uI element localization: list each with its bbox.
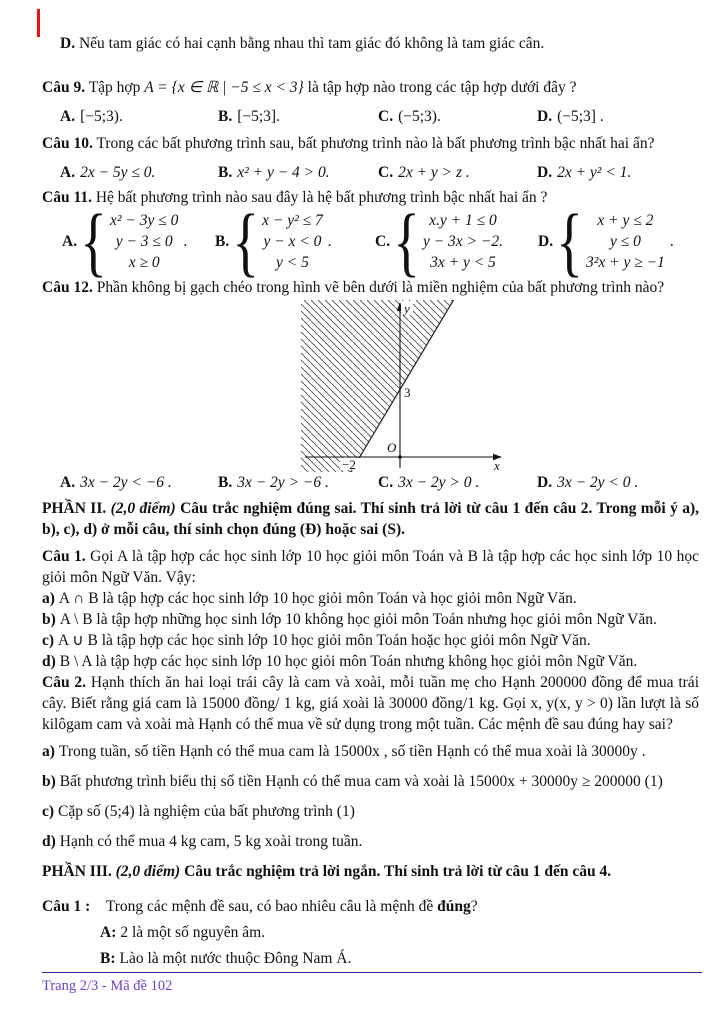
question-12-options (60, 472, 699, 493)
question-text: Tập hợp (88, 79, 145, 96)
question-text: ? (470, 898, 478, 915)
question-label: Câu 11. (42, 189, 92, 206)
inline-formula: A = {x ∈ ℝ | −5 ≤ x < 3} (144, 79, 304, 96)
part-label: PHẦN III. (42, 863, 112, 880)
option-b-system: B. { x − y² ≤ 7 y − x < 0 y < 5 . (215, 198, 332, 285)
question-text: Trong các mệnh đề sau, có bao nhiêu câu là mệnh đề (105, 898, 438, 915)
option-c: C. 3x − 2y > 0 . (378, 474, 480, 491)
question-text: Phần không bị gạch chéo trong hình vẽ bên dưới là miền nghiệm của bất phương trình nào? (96, 279, 665, 296)
origin-label: O (387, 440, 397, 455)
option-b: B. [−5;3]. (218, 108, 280, 125)
y-axis-label: y (404, 301, 410, 316)
option-a-system: A. { x² − 3y ≤ 0 y − 3 ≤ 0 x ≥ 0 . (62, 198, 188, 285)
option-c: C. (−5;3). (378, 108, 441, 125)
option-text: Nếu tam giác có hai cạnh bằng nhau thì tam giác đó không là tam giác cân. (78, 35, 545, 52)
question-label: Câu 2. (42, 674, 87, 691)
question-text: Gọi A là tập hợp các học sinh lớp 10 học giỏi môn Toán và B là tập hợp các học sinh lớp 10 học giỏi môn Ngữ Văn. Vậy: (42, 548, 699, 586)
statement-b: b) Bất phương trình biểu thị số tiền Hạnh có thể mua cam và xoài là 15000x + 30000y ≥ 200000 (1) (42, 773, 663, 790)
question-text: là tập hợp nào trong các tập hợp dưới đây ? (303, 79, 577, 96)
option-a: A. [−5;3). (60, 108, 123, 125)
origin-point (398, 455, 402, 459)
region-graph-figure (297, 300, 699, 472)
page-footer (42, 972, 702, 997)
question-11-options (62, 198, 699, 285)
statement-A: A: 2 là một số nguyên âm. (100, 924, 266, 941)
part2-question-1 (42, 546, 699, 588)
question-10 (42, 133, 699, 154)
option-d-system: D. { x + y ≤ 2 y ≤ 0 3²x + y ≥ −1 . (538, 198, 674, 285)
hatched-region-plot (297, 300, 509, 472)
statement-a: a) A ∩ B là tập hợp các học sinh lớp 10 học giỏi môn Toán và học giỏi môn Ngữ Văn. (42, 590, 577, 607)
part-points: (2,0 điểm) (115, 863, 181, 880)
statement-d: d) Hạnh có thể mua 4 kg cam, 5 kg xoài trong tuần. (42, 833, 363, 850)
footer-page-info: Trang 2/3 - Mã đề 102 (42, 978, 173, 994)
option-d: D. 3x − 2y < 0 . (537, 474, 639, 491)
option-a: A. 2x − 5y ≤ 0. (60, 164, 156, 181)
question-10-options (60, 162, 699, 183)
question-text: Hạnh thích ăn hai loại trái cây là cam và xoài, mỗi tuần mẹ cho Hạnh 200000 đồng để mua trái cây. Biết rằng giá cam là 15000 đồng/ 1 kg, giá xoài là 30000 đồng/1 kg. Gọi x, y(x, y > 0) lần lượt là số kilôgam cam và xoài mà Hạnh có thể mua về sử dụng trong một tuần. Các mệnh đề sau đúng hay sai? (42, 674, 699, 733)
option-d: D. 2x + y² < 1. (537, 164, 632, 181)
question-label: Câu 10. (42, 135, 93, 152)
option-b: B. 3x − 2y > −6 . (218, 474, 329, 491)
question-11 (42, 187, 699, 208)
part-points: (2,0 điểm) (110, 500, 176, 517)
y-intercept-label: 3 (404, 385, 411, 400)
intro-option-d (60, 33, 699, 54)
option-c: C. 2x + y > z . (378, 164, 470, 181)
option-d: D. (−5;3] . (537, 108, 604, 125)
x-axis-label: x (494, 458, 500, 472)
option-label: D. (60, 35, 76, 52)
statement-c: c) Cặp số (5;4) là nghiệm của bất phương trình (1) (42, 803, 355, 820)
option-b: B. x² + y − 4 > 0. (218, 164, 330, 181)
question-label: Câu 1. (42, 548, 86, 565)
part3-question-1 (42, 896, 699, 917)
option-c-system: C. { x.y + 1 ≤ 0 y − 3x > −2. 3x + y < 5 (375, 198, 503, 285)
red-cursor-mark (37, 9, 40, 37)
question-label: Câu 9. (42, 79, 86, 96)
question-label: Câu 1 : (42, 898, 91, 915)
statement-B: B: Lào là một nước thuộc Đông Nam Á. (100, 950, 352, 967)
statement-a: a) Trong tuần, số tiền Hạnh có thể mua cam là 15000x , số tiền Hạnh có thể mua xoài là 30000y . (42, 743, 646, 760)
emphasis-word: đúng (437, 898, 471, 915)
question-text: Hệ bất phương trình nào sau đây là hệ bất phương trình bậc nhất hai ẩn ? (95, 189, 548, 206)
question-text: Trong các bất phương trình sau, bất phương trình nào là bất phương trình bậc nhất hai ẩn? (96, 135, 655, 152)
part-2-heading (42, 498, 699, 540)
statement-b: b) A \ B là tập hợp những học sinh lớp 10 không học giỏi môn Toán nhưng học giỏi môn Ngữ Văn. (42, 611, 657, 628)
statement-d: d) B \ A là tập hợp các học sinh lớp 10 học giỏi môn Toán nhưng không học giỏi môn Ngữ Văn. (42, 653, 638, 670)
part-desc: Câu trắc nghiệm đúng sai. Thí sinh trả lời từ câu 1 đến câu 2. Trong mỗi ý a), b), c), d) ở mỗi câu, thí sinh chọn đúng (Đ) hoặc sai (S). (42, 500, 699, 538)
part2-question-2 (42, 672, 699, 735)
statement-c: c) A ∪ B là tập hợp các học sinh lớp 10 học giỏi môn Toán hoặc học giỏi môn Ngữ Văn. (42, 632, 591, 649)
x-intercept-label: −2 (342, 457, 356, 472)
part-label: PHẦN II. (42, 500, 107, 517)
hatched-region (301, 300, 454, 472)
part-3-heading (42, 861, 699, 882)
question-9 (42, 77, 699, 98)
part-desc: Câu trắc nghiệm trả lời ngắn. Thí sinh trả lời từ câu 1 đến câu 4. (184, 863, 612, 880)
question-9-options (60, 106, 699, 127)
option-a: A. 3x − 2y < −6 . (60, 474, 172, 491)
question-label: Câu 12. (42, 279, 93, 296)
question-12 (42, 277, 699, 298)
